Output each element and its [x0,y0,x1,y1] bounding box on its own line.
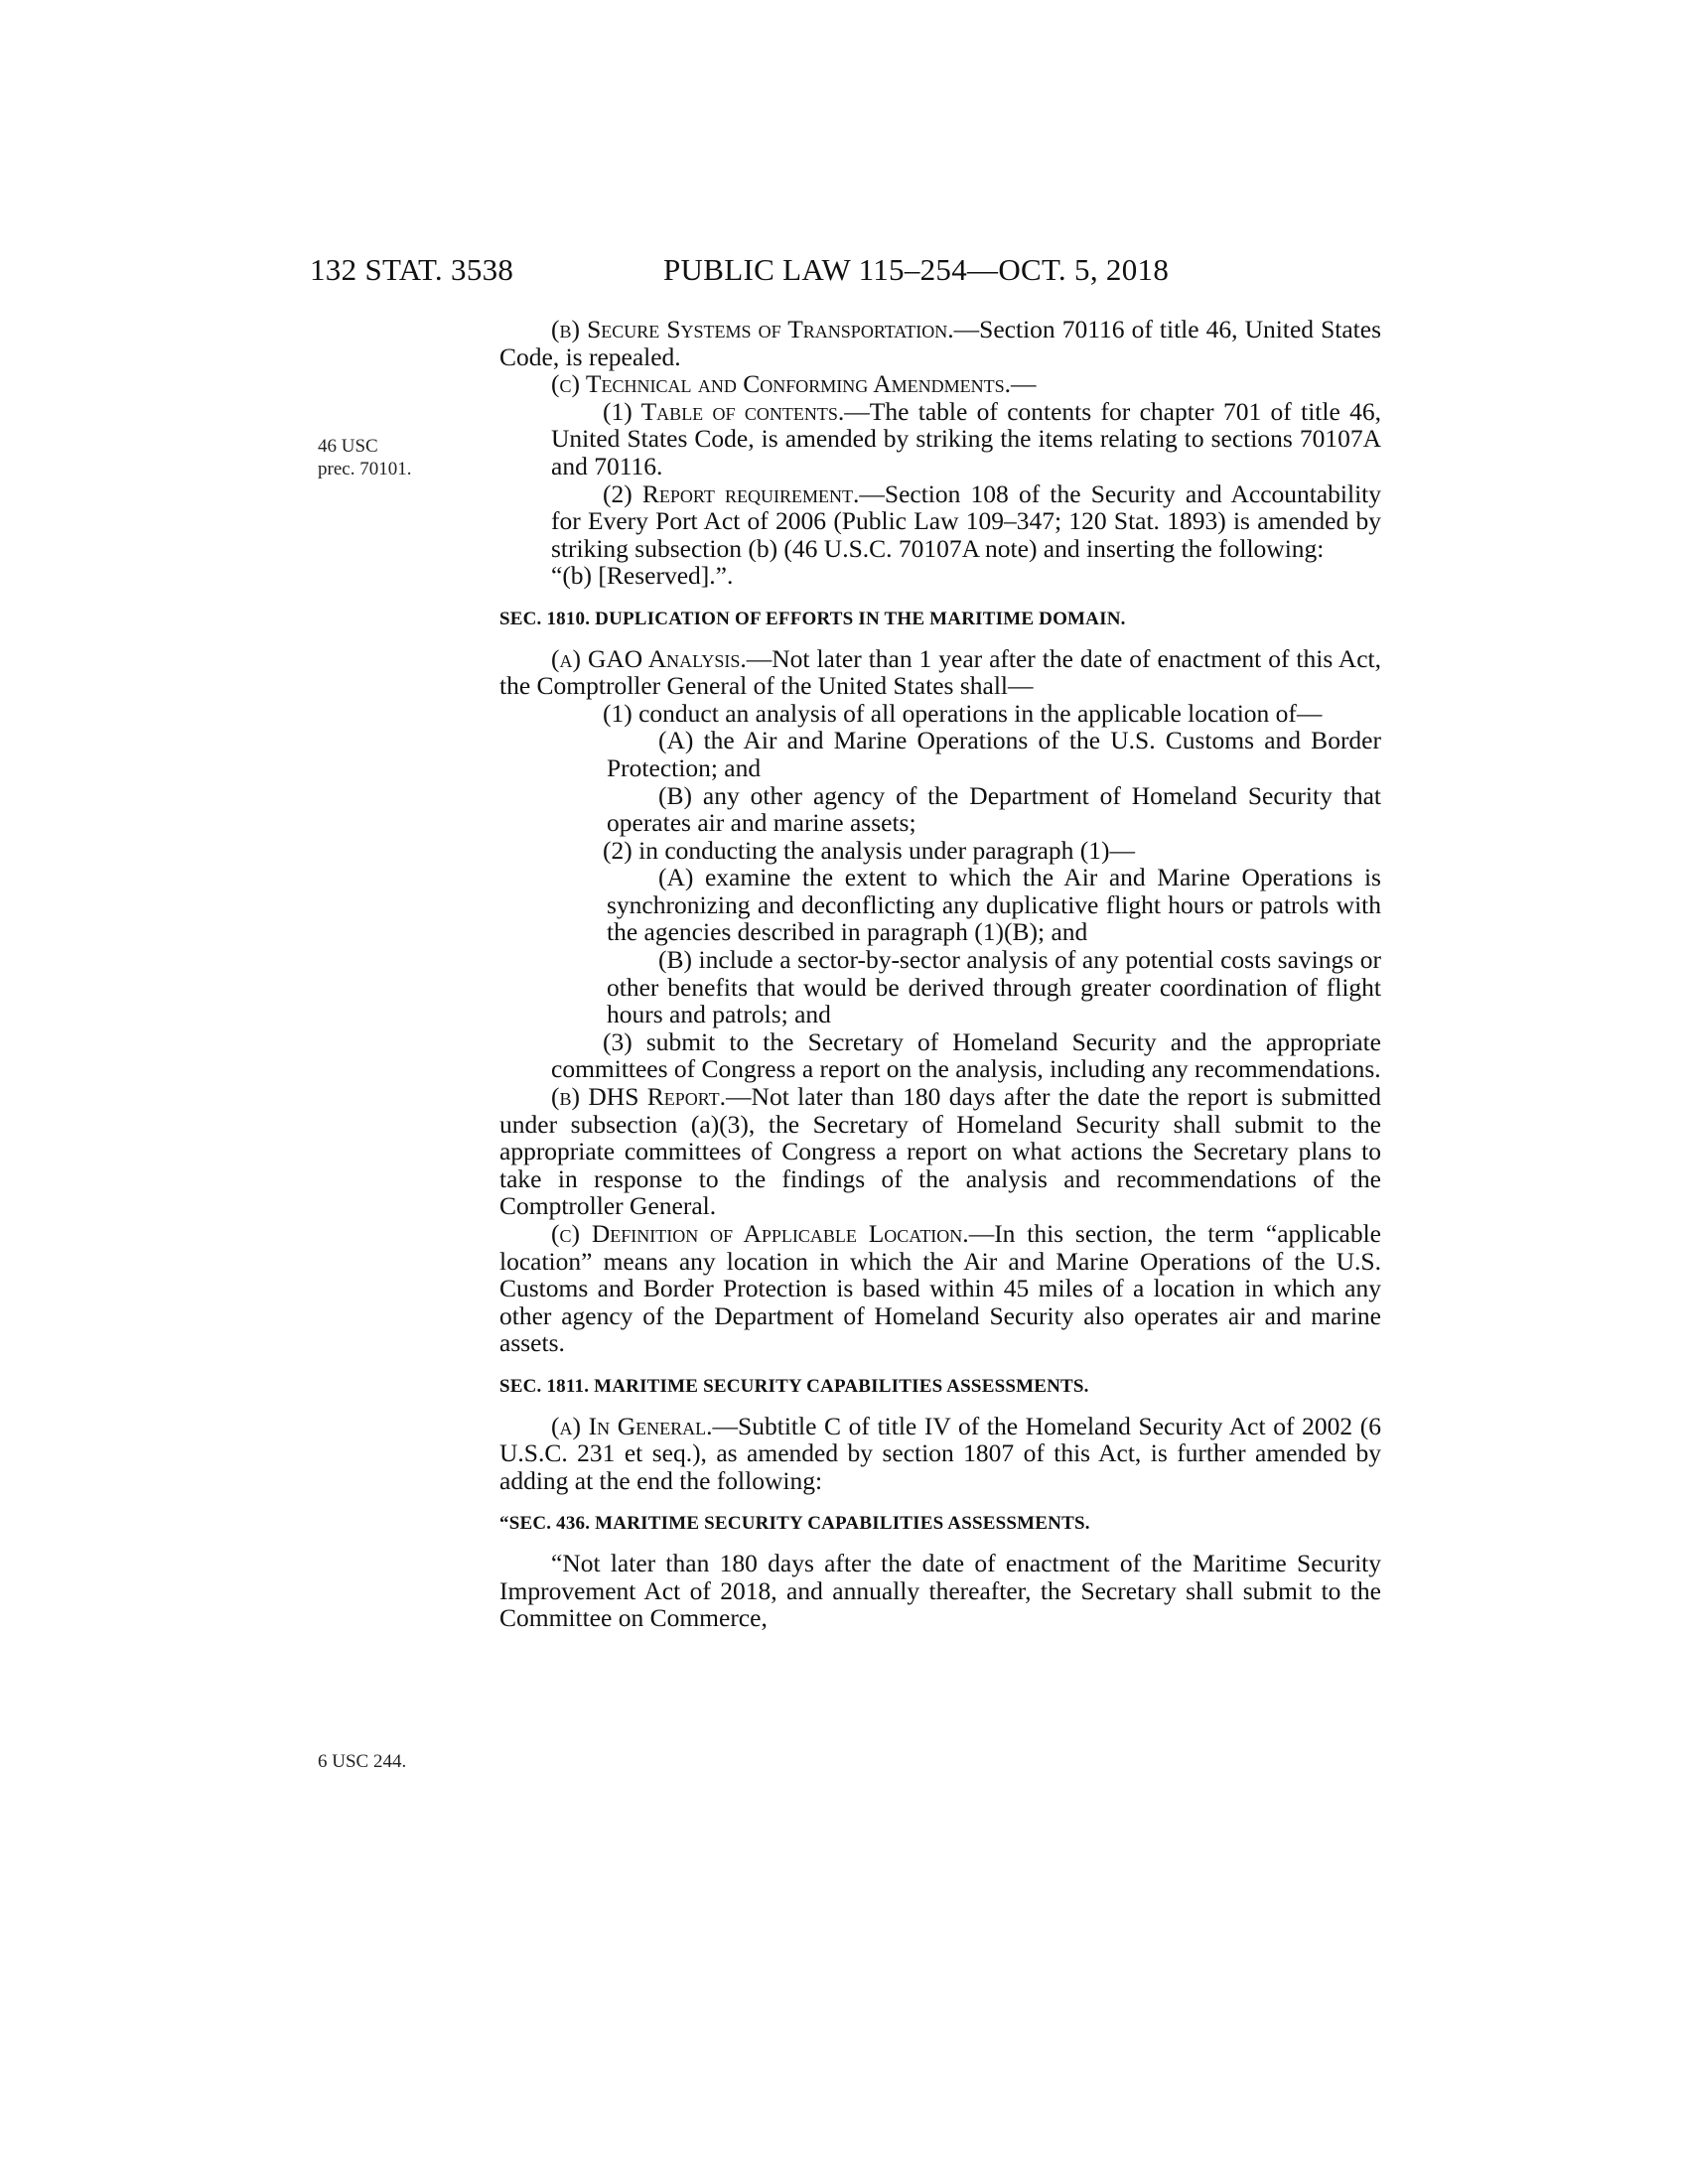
margin-note-line: prec. 70101. [318,459,412,479]
paragraph-a2: (2) in conducting the analysis under paragraph (1)— [603,835,1136,865]
paragraph-text: —The table of contents for chapter 701 of title 46, United States Code, is amended by striking the items relating to sections 70107A and 70116. [551,396,1381,480]
paragraph-c2-report-requirement [499,480,1381,563]
paragraph-text: —Section 70116 of title 46, United States Code, is repealed. [499,315,1381,371]
section-1810-heading: SEC. 1810. DUPLICATION OF EFFORTS IN THE MARITIME DOMAIN. [499,608,1126,629]
paragraph-heading: (b) Secure Systems of Transportation. [551,315,954,343]
paragraph-a-in-general [499,1413,1381,1495]
paragraph-text: —Section 108 of the Security and Accountability for Every Port Act of 2006 (Public Law 109–347; 120 Stat. 1893) is amended by striking subsection (b) (46 U.S.C. 70107A note) and inserting the following: [551,478,1381,563]
paragraph-a1A: (A) the Air and Marine Operations of the U.S. Customs and Border Protection; and [607,726,1381,782]
paragraph-c-definition [499,1220,1381,1357]
paragraph-a3: (3) submit to the Secretary of Homeland Security and the appropriate committees of Congress a report on the analysis, including any recommendations. [551,1026,1381,1084]
paragraph-heading: (1) Table of contents. [603,396,845,426]
paragraph-heading: (a) GAO Analysis. [551,643,747,673]
paragraph-text: —Not later than 180 days after the date the report is submitted under subsection (a)(3), the Secretary of Homeland Security shall submit to the appropriate committees of Congress a report on what actions the Secretary plans to take in response to the findings of the analysis and recommendations of the Comptroller General. [499,1082,1381,1221]
section-436-heading: “SEC. 436. MARITIME SECURITY CAPABILITIES ASSESSMENTS. [499,1513,1090,1535]
document-body [499,316,1381,1632]
stat-citation: 132 STAT. 3538 [310,252,514,287]
paragraph-text: — [1011,369,1037,399]
paragraph-b-secure-systems [499,316,1381,370]
paragraph-text: —Not later than 1 year after the date of enactment of this Act, the Comptroller General of the United States shall— [499,643,1381,701]
paragraph-text: —In this section, the term “applicable location” means any location in which the Air and Marine Operations of the U.S. Customs and Border Protection is based within 45 miles of a location in which any other agency of the Department of Homeland Security also operates air and marine assets. [499,1219,1381,1358]
paragraph-heading: (2) Report requirement. [603,478,860,508]
margin-note-46-usc [318,435,477,480]
paragraph-final: “Not later than 180 days after the date of enactment of the Maritime Security Improvement Act of 2018, and annually thereafter, the Secretary shall submit to the Committee on Commerce, [499,1548,1381,1633]
paragraph-text: —Subtitle C of title IV of the Homeland Security Act of 2002 (6 U.S.C. 231 et seq.), as amended by section 1807 of this Act, is further amended by adding at the end the following: [499,1411,1381,1495]
section-1811-heading: SEC. 1811. MARITIME SECURITY CAPABILITIES ASSESSMENTS. [499,1375,1089,1397]
paragraph-a-gao-analysis [499,645,1381,700]
paragraph-c1-table-of-contents [499,398,1381,480]
paragraph-heading: (c) Definition of Applicable Location. [551,1219,969,1248]
paragraph-b-dhs-report [499,1083,1381,1220]
paragraph-a2B: (B) include a sector-by-sector analysis of any potential costs savings or other benefits that would be derived through greater coordination of flight hours and patrols; and [607,945,1381,1029]
paragraph-a2A: (A) examine the extent to which the Air and Marine Operations is synchronizing and deconflicting any duplicative flight hours or patrols with the agencies described in paragraph (1)(B); and [607,863,1381,947]
margin-note-6-usc: 6 USC 244. [318,1751,407,1772]
paragraph-c-amendments [499,370,1381,398]
paragraph-heading: (c) Technical and Conforming Amendments. [551,369,1012,399]
paragraph-heading: (b) DHS Report. [551,1082,727,1112]
paragraph-heading: (a) In General. [551,1411,713,1440]
paragraph-a1B: (B) any other agency of the Department of Homeland Security that operates air and marine assets; [607,780,1381,838]
paragraph-a1: (1) conduct an analysis of all operations in the applicable location of— [603,698,1323,728]
margin-note-line: 46 USC [318,436,378,457]
quoted-reserved: “(b) [Reserved].”. [551,561,734,591]
running-head: PUBLIC LAW 115–254—OCT. 5, 2018 [663,252,1170,287]
